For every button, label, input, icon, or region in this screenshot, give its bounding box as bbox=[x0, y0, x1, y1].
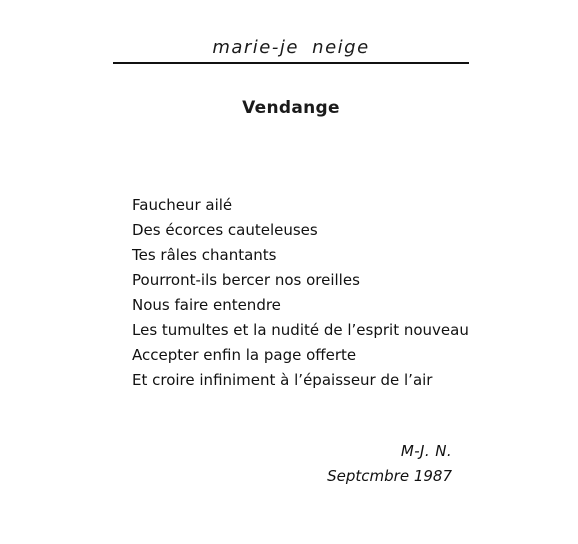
header-author-name: marie-je neige bbox=[212, 37, 370, 58]
poem-line: Tes râles chantants bbox=[132, 246, 277, 264]
poem-signature: M-J. N. bbox=[400, 442, 452, 460]
poem-line: Faucheur ailé bbox=[132, 196, 233, 214]
header-divider bbox=[113, 62, 469, 64]
poem-line: Les tumultes et la nudité de l’esprit nouveau bbox=[132, 321, 469, 339]
poem-body bbox=[132, 193, 469, 393]
poem-line: Nous faire entendre bbox=[132, 296, 281, 314]
poem-line: Des écorces cauteleuses bbox=[132, 221, 318, 239]
poem-line: Pourront-ils bercer nos oreilles bbox=[132, 271, 360, 289]
poem-line: Et croire infiniment à l’épaisseur de l’air bbox=[132, 371, 433, 389]
poem-title: Vendange bbox=[242, 98, 340, 118]
poem-date: Septcmbre 1987 bbox=[327, 467, 452, 485]
poem-line: Accepter enfin la page offerte bbox=[132, 346, 357, 364]
